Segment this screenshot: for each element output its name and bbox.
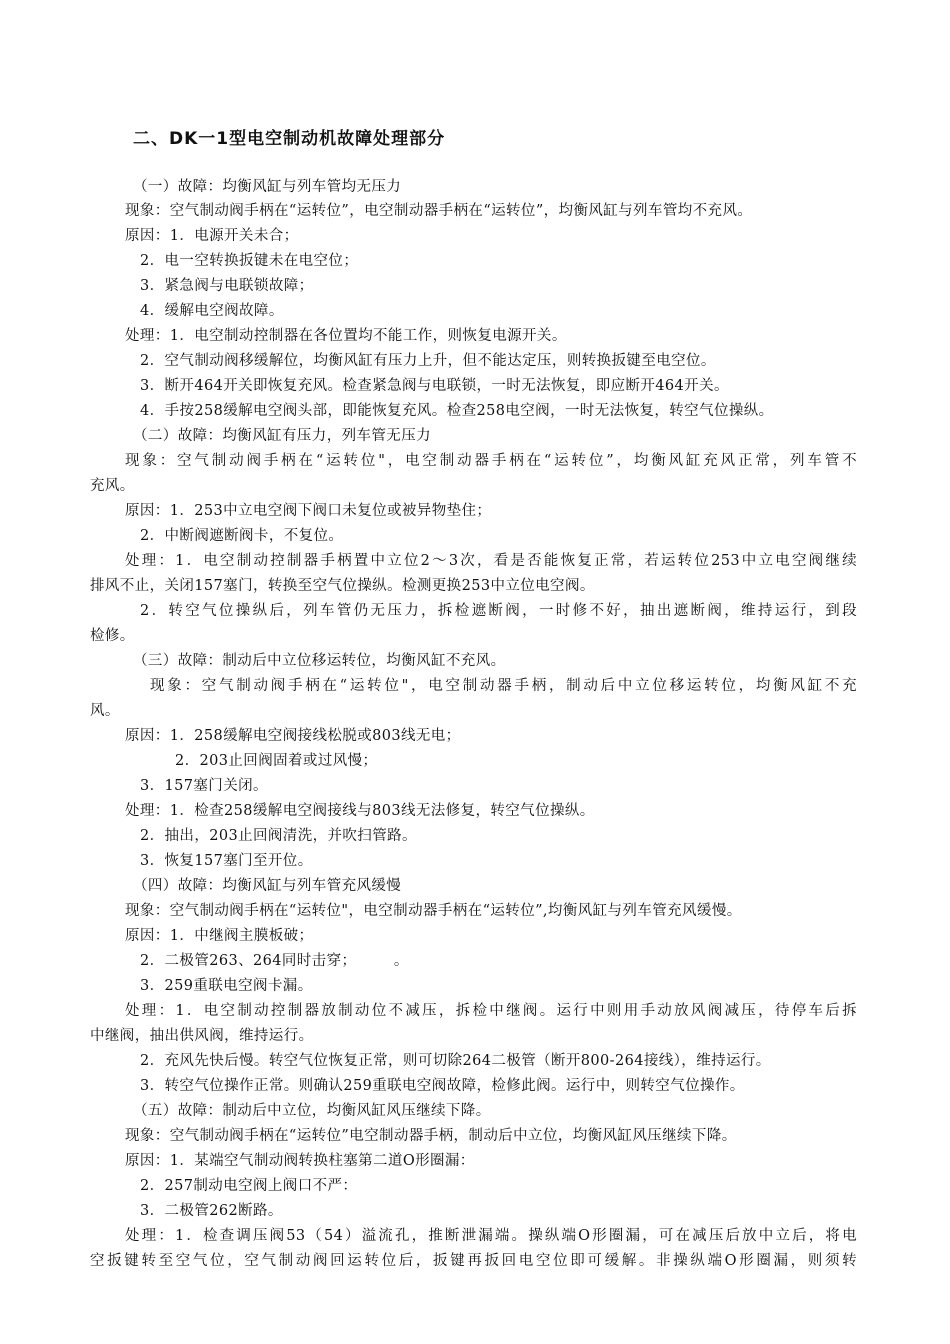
text-line: 处理：1．电空制动控制器在各位置均不能工作，则恢复电源开关。 xyxy=(125,328,567,344)
page-title: 二、DK一1型电空制动机故障处理部分 xyxy=(133,129,446,149)
text-line: 4．缓解电空阀故障。 xyxy=(140,303,284,319)
text-line: 3．157塞门关闭。 xyxy=(140,778,268,794)
text-line: 3．断开464开关即恢复充风。检查紧急阀与电联锁，一时无法恢复，即应断开464开关。 xyxy=(140,378,729,394)
text-line: 4．手按258缓解电空阀头部，即能恢复充风。检查258电空阀，一时无法恢复，转空气位操纵。 xyxy=(140,403,774,419)
text-line: 2．二极管263、264同时击穿； 。 xyxy=(140,953,409,969)
text-line: 空扳键转至空气位，空气制动阀回运转位后，扳键再扳回电空位即可缓解。非操纵端O形圈漏，则须转 xyxy=(90,1253,857,1269)
text-line: 3．恢复157塞门至开位。 xyxy=(140,853,313,869)
text-line: 3．转空气位操作正常。则确认259重联电空阀故障，检修此阀。运行中，则转空气位操作。 xyxy=(140,1078,745,1094)
text-line: 原因：1．253中立电空阀下阀口未复位或被异物垫住； xyxy=(125,503,492,519)
text-line: 现象：空气制动阀手柄在“运转位"，电空制动器手柄，制动后中立位移运转位，均衡风缸不充 xyxy=(150,678,857,694)
text-line: 2．203止回阀固着或过风慢； xyxy=(175,753,378,769)
text-line: 风。 xyxy=(90,703,120,719)
text-line: 处理：1．检查调压阀53（54）溢流孔，推断泄漏端。操纵端O形圈漏，可在减压后放中立后，将电 xyxy=(125,1228,857,1244)
text-line: 排风不止，关闭157塞门，转换至空气位操纵。检测更换253中立位电空阀。 xyxy=(90,578,595,594)
text-line: 2．中断阀遮断阀卡，不复位。 xyxy=(140,528,344,544)
text-line: 3．二极管262断路。 xyxy=(140,1203,283,1219)
text-line: 3．259重联电空阀卡漏。 xyxy=(140,978,313,994)
text-line: 2．电一空转换扳键未在电空位； xyxy=(140,253,359,269)
section-heading-1: （一）故障：均衡风缸与列车管均无压力 xyxy=(133,179,402,195)
text-line: 原因：1．电源开关未合； xyxy=(125,228,299,244)
text-line: 2．空气制动阀移缓解位，均衡风缸有压力上升，但不能达定压，则转换扳键至电空位。 xyxy=(140,353,716,369)
text-line: 原因：1．某端空气制动阀转换柱塞第二道O形圈漏： xyxy=(125,1153,475,1169)
text-line: 处理：1．电空制动控制器放制动位不减压，拆检中继阀。运行中则用手动放风阀减压，待停车后拆 xyxy=(125,1003,857,1019)
section-heading-3: （三）故障：制动后中立位移运转位，均衡风缸不充风。 xyxy=(133,653,506,669)
section-heading-5: （五）故障：制动后中立位，均衡风缸风压继续下降。 xyxy=(133,1103,491,1119)
section-heading-2: （二）故障：均衡风缸有压力，列车管无压力 xyxy=(133,428,431,444)
text-line: 现象：空气制动阀手柄在“运转位"，电空制动器手柄在“运转位”,均衡风缸与列车管充风缓慢。 xyxy=(125,903,742,919)
text-line: 现象：空气制动阀手柄在“运转位"，电空制动器手柄在“运转位”，均衡风缸充风正常，列车管不 xyxy=(125,453,857,469)
text-line: 现象：空气制动阀手柄在“运转位”电空制动器手柄，制动后中立位，均衡风缸风压继续下降。 xyxy=(125,1128,737,1144)
text-line: 现象：空气制动阀手柄在“运转位”，电空制动器手柄在“运转位”，均衡风缸与列车管均不充风。 xyxy=(125,203,753,219)
text-line: 2．充风先快后慢。转空气位恢复正常，则可切除264二极管（断开800-264接线），维持运行。 xyxy=(140,1053,771,1069)
text-line: 处理：1．检查258缓解电空阀接线与803线无法修复，转空气位操纵。 xyxy=(125,803,595,819)
text-line: 充风。 xyxy=(90,478,135,494)
text-line: 2．抽出，203止回阀清洗，并吹扫管路。 xyxy=(140,828,417,844)
text-line: 2．转空气位操纵后，列车管仍无压力，拆检遮断阀，一时修不好，抽出遮断阀，维持运行，到段 xyxy=(140,603,857,619)
text-line: 原因：1．中继阀主膜板破； xyxy=(125,928,314,944)
text-line: 处理：1．电空制动控制器手柄置中立位2～3次，看是否能恢复正常，若运转位253中立电空阀继续 xyxy=(125,553,857,569)
text-line: 中继阀，抽出供风阀，维持运行。 xyxy=(90,1028,314,1044)
text-line: 3．紧急阀与电联锁故障； xyxy=(140,278,314,294)
text-line: 2．257制动电空阀上阀口不严： xyxy=(140,1178,358,1194)
section-heading-4: （四）故障：均衡风缸与列车管充风缓慢 xyxy=(133,878,402,894)
text-line: 检修。 xyxy=(90,628,135,644)
text-line: 原因：1．258缓解电空阀接线松脱或803线无电； xyxy=(125,728,461,744)
